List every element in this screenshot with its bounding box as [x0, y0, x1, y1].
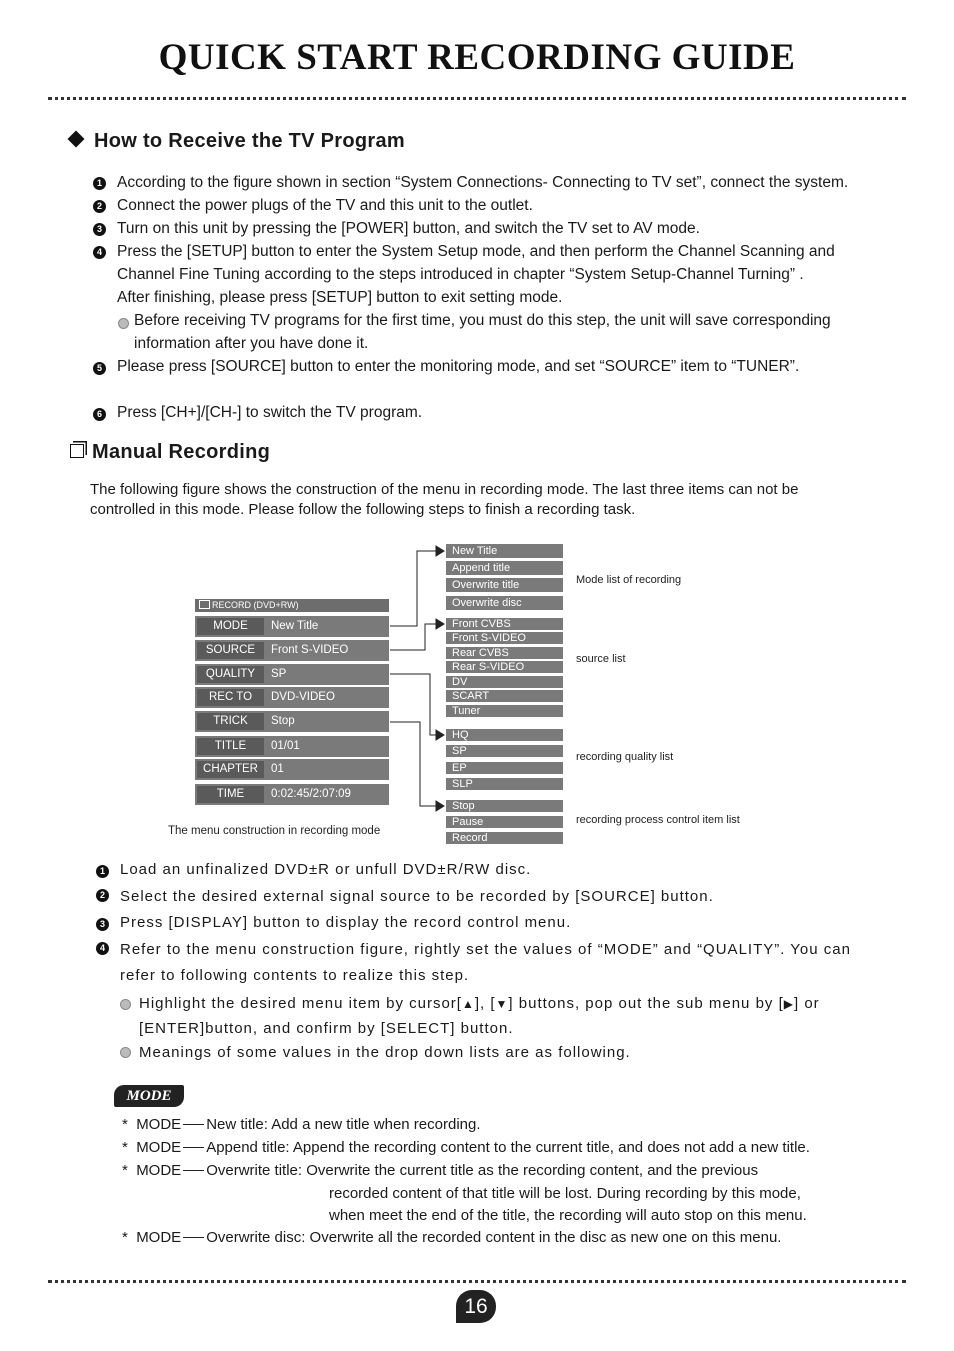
source-list-item: Front CVBS	[446, 618, 563, 630]
bullet-icon	[120, 1047, 131, 1058]
tv-step-3: Turn on this unit by pressing the [POWER] button, and switch the TV set to AV mode.	[117, 220, 700, 237]
menu-row-chapter: CHAPTER 01	[195, 759, 389, 780]
tv-step-5: Please press [SOURCE] button to enter the monitoring mode, and set “SOURCE” item to “TUNER”.	[117, 358, 800, 375]
mode-item-new: * MODE New title: Add a new title when recording.	[122, 1116, 481, 1133]
tv-note-b: information after you have done it.	[134, 335, 369, 352]
tv-step-4b: Channel Fine Tuning according to the steps introduced in chapter “System Setup-Channel Turning” .	[117, 266, 804, 283]
rec-bullet-2: Meanings of some values in the drop down lists are as following.	[139, 1044, 631, 1061]
step-number-3: 3	[96, 918, 109, 931]
rec-step-1: Load an unfinalized DVD±R or unfull DVD±R/RW disc.	[120, 861, 532, 878]
mode-list-item: Overwrite disc	[446, 596, 563, 610]
step-number-5: 5	[93, 362, 106, 375]
quality-list-item: SP	[446, 745, 563, 757]
source-list-item: Front S-VIDEO	[446, 632, 563, 644]
mode-list-label: Mode list of recording	[576, 574, 682, 586]
mode-list-item: Append title	[446, 561, 563, 575]
quality-list-item: EP	[446, 762, 563, 774]
step-number-4: 4	[96, 942, 109, 955]
rec-step-2: Select the desired external signal source to be recorded by [SOURCE] button.	[120, 888, 714, 905]
source-list-label: source list	[576, 653, 626, 665]
bullet-icon	[120, 999, 131, 1010]
menu-row-source: SOURCE Front S-VIDEO	[195, 640, 389, 661]
step-number-3: 3	[93, 223, 106, 236]
right-arrow-icon: ▶	[783, 997, 794, 1011]
up-arrow-icon: ▲	[461, 997, 475, 1011]
trick-list-item: Record	[446, 832, 563, 844]
page-title: QUICK START RECORDING GUIDE	[158, 37, 796, 78]
menu-header: RECORD (DVD+RW)	[195, 599, 389, 612]
bottom-divider	[48, 1280, 906, 1283]
tv-step-2: Connect the power plugs of the TV and this unit to the outlet.	[117, 197, 533, 214]
section-heading-tv: How to Receive the TV Program	[70, 130, 405, 153]
rec-step-3: Press [DISPLAY] button to display the record control menu.	[120, 914, 572, 931]
step-number-1: 1	[93, 177, 106, 190]
source-list-item: DV	[446, 676, 563, 688]
source-list-item: Rear CVBS	[446, 647, 563, 659]
rec-step-4b: refer to following contents to realize this step.	[120, 967, 470, 984]
mode-item-overwrite-title: * MODE Overwrite title: Overwrite the current title as the recording content, and the previous	[122, 1162, 759, 1179]
menu-row-mode: MODE New Title	[195, 616, 389, 637]
menu-row-recto: REC TO DVD-VIDEO	[195, 687, 389, 708]
overwrite-cont-1: recorded content of that title will be lost. During recording by this mode,	[329, 1185, 801, 1202]
manual-intro-2: controlled in this mode. Please follow the following steps to finish a recording task.	[90, 501, 636, 518]
rec-bullet-1: Highlight the desired menu item by cursor[▲], [▼] buttons, pop out the sub menu by [▶] or	[139, 995, 820, 1012]
trick-list-item: Pause	[446, 816, 563, 828]
tv-step-6: Press [CH+]/[CH-] to switch the TV program.	[117, 404, 423, 421]
tv-step-1: According to the figure shown in section “System Connections- Connecting to TV set”, connect the system.	[117, 174, 849, 191]
quality-list-item: SLP	[446, 778, 563, 790]
rec-step-4a: Refer to the menu construction figure, rightly set the values of “MODE” and “QUALITY”. You can	[120, 941, 851, 958]
source-list-item: Tuner	[446, 705, 563, 717]
mode-item-overwrite-disc: * MODE Overwrite disc: Overwrite all the recorded content in the disc as new one on this menu.	[122, 1229, 782, 1246]
bullet-icon	[118, 318, 129, 329]
mode-item-append: * MODE Append title: Append the recording content to the current title, and does not add a new title.	[122, 1139, 810, 1156]
step-number-2: 2	[96, 889, 109, 902]
trick-list-label: recording process control item list	[576, 814, 740, 826]
step-number-2: 2	[93, 200, 106, 213]
step-number-1: 1	[96, 865, 109, 878]
square-icon	[70, 444, 84, 458]
menu-row-quality: QUALITY SP	[195, 664, 389, 685]
record-icon	[199, 600, 210, 609]
section-heading-manual: Manual Recording	[70, 441, 270, 464]
manual-intro-1: The following figure shows the construction of the menu in recording mode. The last three items can not be	[90, 481, 799, 498]
tv-step-4a: Press the [SETUP] button to enter the System Setup mode, and then perform the Channel Scanning and	[117, 243, 835, 260]
quality-list-label: recording quality list	[576, 751, 674, 763]
menu-row-time: TIME 0:02:45/2:07:09	[195, 784, 389, 805]
overwrite-cont-2: when meet the end of the title, the recording will auto stop on this menu.	[329, 1207, 807, 1224]
tv-step-4c: After finishing, please press [SETUP] button to exit setting mode.	[117, 289, 563, 306]
quality-list-item: HQ	[446, 729, 563, 741]
trick-list-item: Stop	[446, 800, 563, 812]
down-arrow-icon: ▼	[495, 997, 509, 1011]
menu-caption: The menu construction in recording mode	[168, 825, 381, 837]
mode-badge: MODE	[114, 1085, 184, 1107]
diamond-icon	[68, 131, 85, 148]
menu-row-title: TITLE 01/01	[195, 736, 389, 757]
rec-bullet-1b: [ENTER]button, and confirm by [SELECT] button.	[139, 1020, 514, 1037]
mode-list-item: New Title	[446, 544, 563, 558]
source-list-item: SCART	[446, 690, 563, 702]
mode-list-item: Overwrite title	[446, 578, 563, 592]
source-list-item: Rear S-VIDEO	[446, 661, 563, 673]
top-divider	[48, 97, 906, 100]
step-number-4: 4	[93, 246, 106, 259]
step-number-6: 6	[93, 408, 106, 421]
tv-note-a: Before receiving TV programs for the first time, you must do this step, the unit will save corresponding	[134, 312, 831, 329]
page-number: 16	[456, 1290, 496, 1323]
menu-row-trick: TRICK Stop	[195, 711, 389, 732]
